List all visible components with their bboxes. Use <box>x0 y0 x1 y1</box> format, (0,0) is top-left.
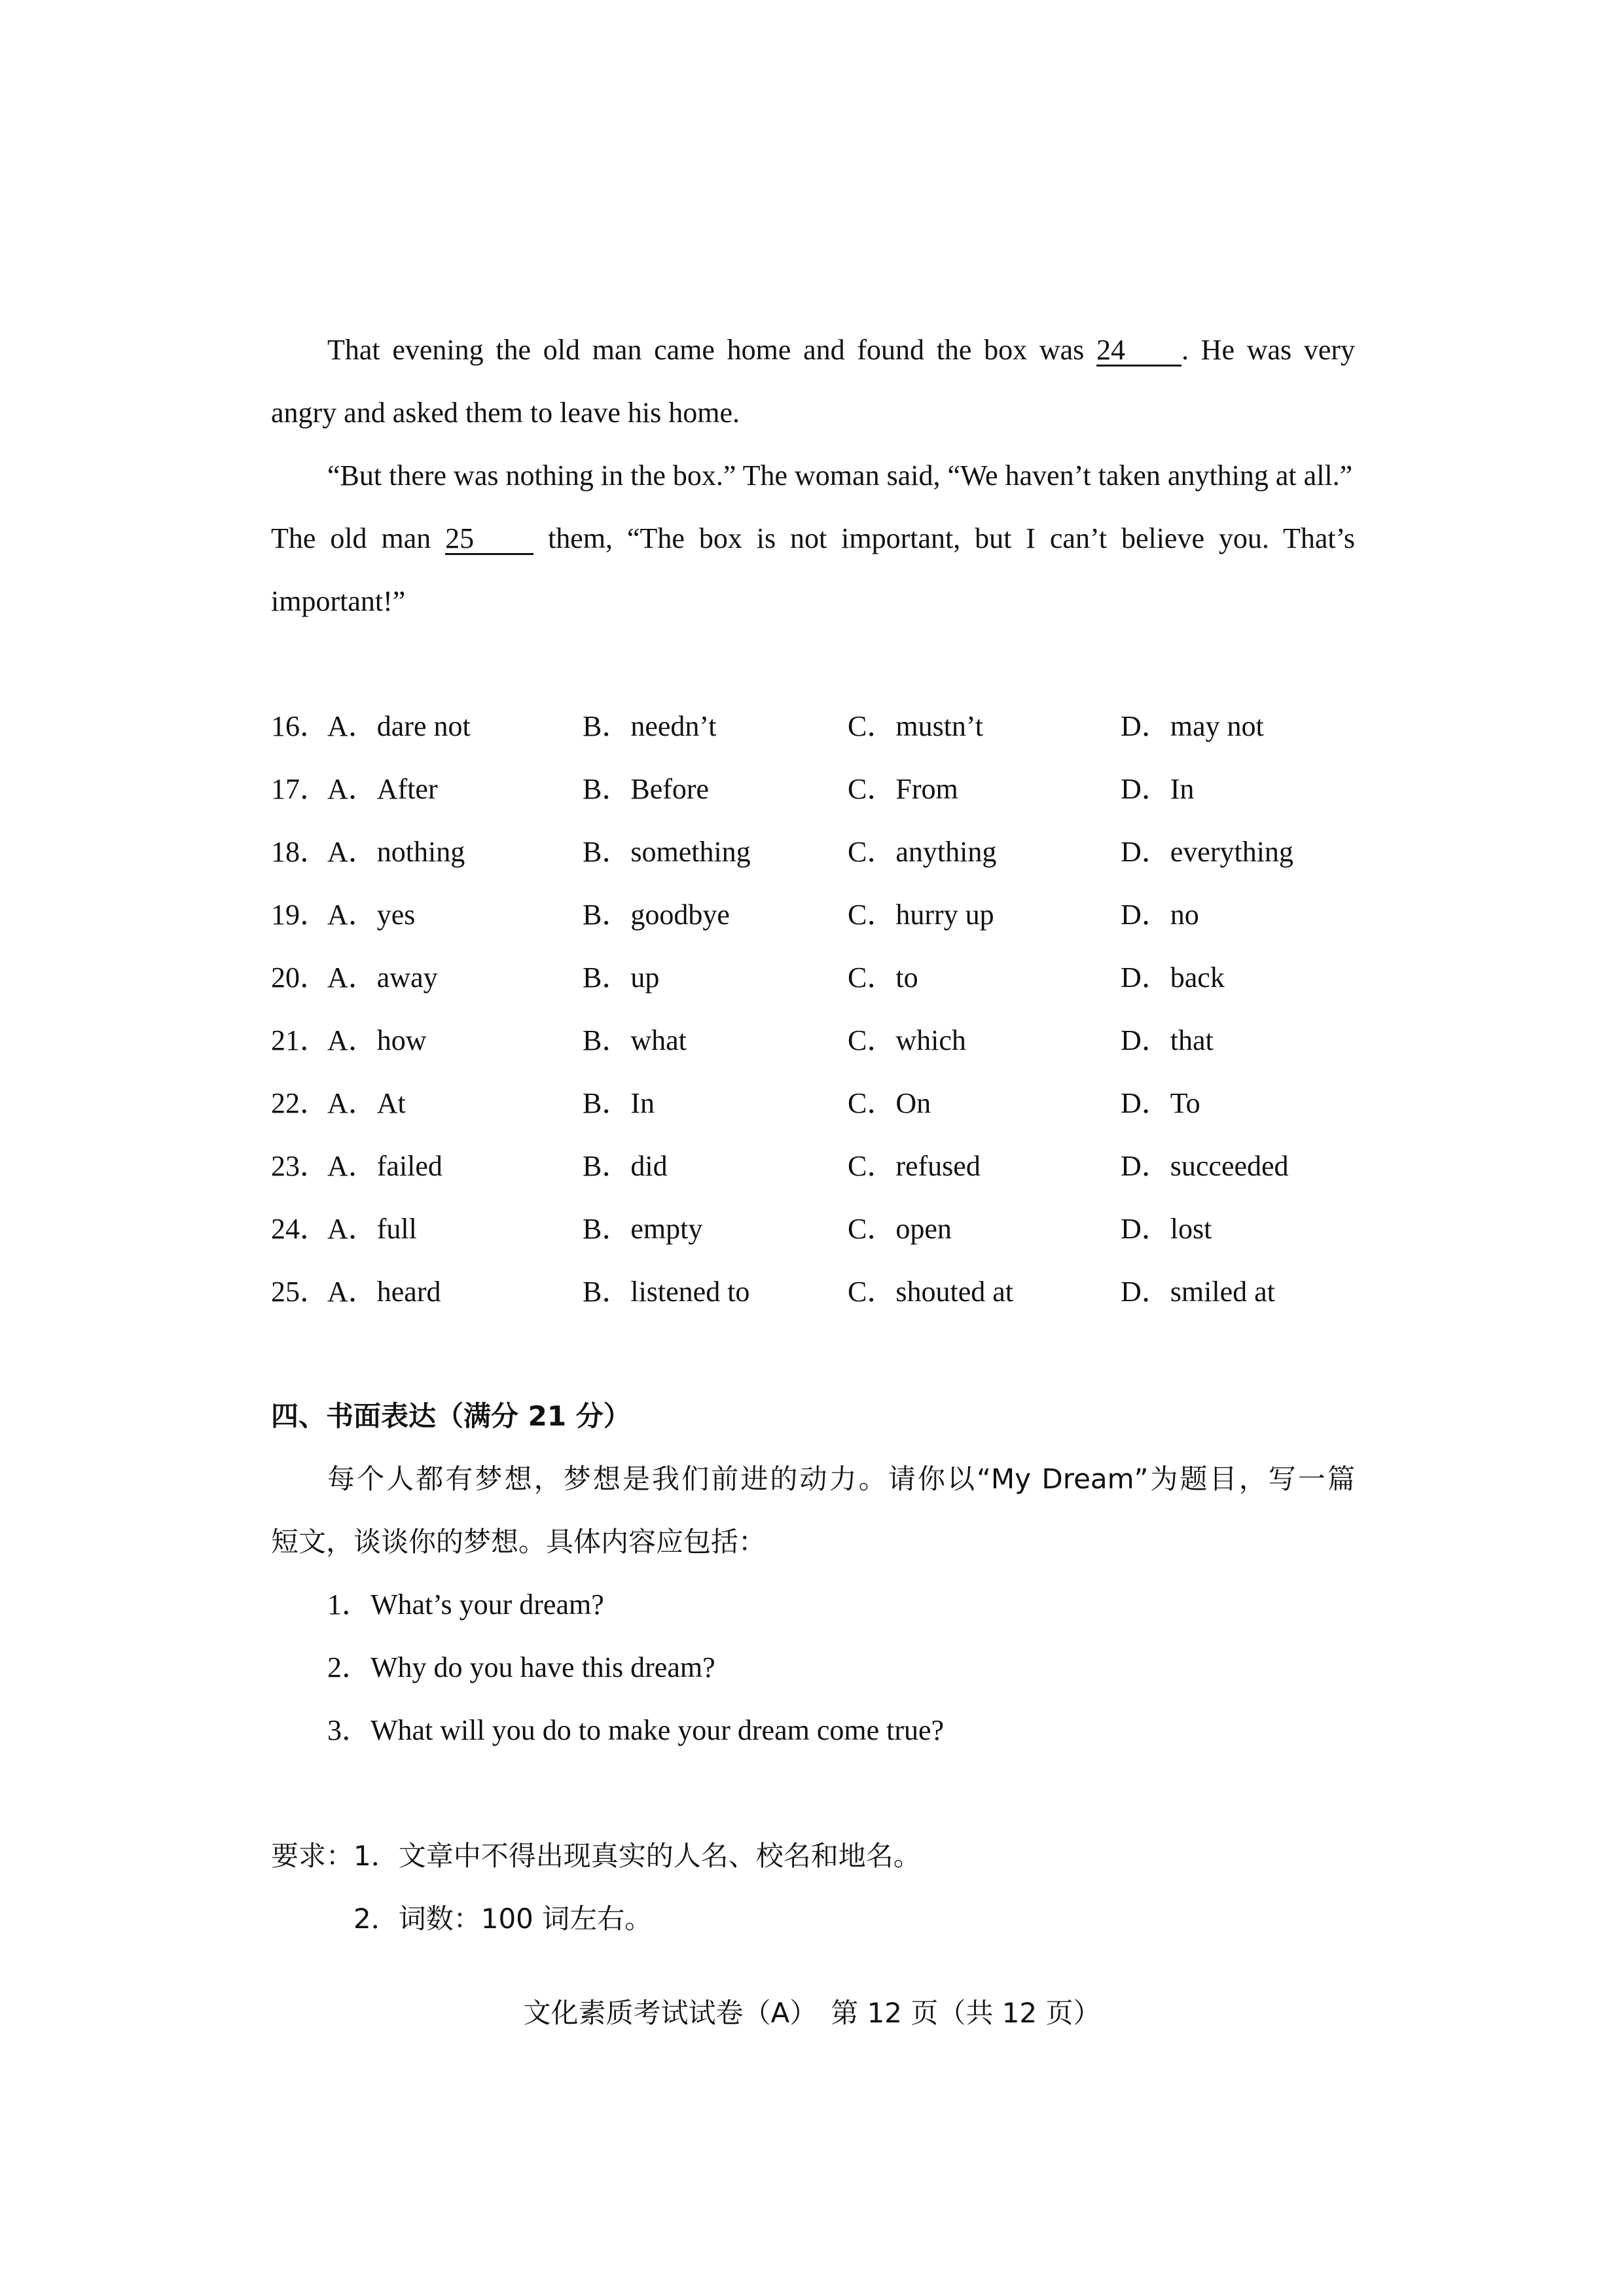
passage-line-2: angry and asked them to leave his home. <box>271 397 740 429</box>
passage-line-5: important!” <box>271 585 406 617</box>
passage-line-1 <box>327 333 1355 367</box>
blank-number: 25 <box>445 522 475 554</box>
page-footer: 文化素质考试试卷（A） 第 12 页（共 12 页） <box>523 1997 1101 2029</box>
passage-line-4 <box>271 522 1355 556</box>
option-b: B．empty <box>583 1213 703 1245</box>
option-d: D．succeeded <box>1121 1150 1289 1182</box>
passage-text: That evening the old man came home and found the box was <box>327 334 1085 366</box>
writing-point-2: 2．Why do you have this dream? <box>327 1651 715 1683</box>
option-b: B．listened to <box>583 1276 750 1308</box>
option-a: A．away <box>327 961 438 994</box>
option-d: D．lost <box>1121 1213 1212 1245</box>
writing-intro-line-2: 短文，谈谈你的梦想。具体内容应包括： <box>271 1526 767 1558</box>
answer-blank-24 <box>1096 336 1182 367</box>
option-b: B．did <box>583 1150 668 1182</box>
question-number: 19． <box>271 899 329 931</box>
option-c: C．to <box>848 961 918 994</box>
section-heading: 四、书面表达（满分 21 分） <box>271 1400 631 1432</box>
option-d: D．smiled at <box>1121 1276 1275 1308</box>
option-b: B．goodbye <box>583 899 730 931</box>
option-a: A．nothing <box>327 836 465 868</box>
option-d: D．back <box>1121 961 1225 994</box>
passage-text: them, “The box is not important, but I can’t believe you. That’s <box>548 522 1356 554</box>
option-b: B．something <box>583 836 751 868</box>
question-number: 21． <box>271 1024 329 1056</box>
question-number: 23． <box>271 1150 329 1182</box>
option-d: D．To <box>1121 1087 1200 1119</box>
answer-blank-25 <box>445 524 533 555</box>
option-b: B．up <box>583 961 660 994</box>
passage-line-3: “But there was nothing in the box.” The woman said, “We haven’t taken anything at all.” <box>327 459 1353 492</box>
question-number: 24． <box>271 1213 329 1245</box>
option-a: A．failed <box>327 1150 442 1182</box>
option-a: A．After <box>327 773 438 805</box>
requirement-2: 2．词数：100 词左右。 <box>353 1903 653 1935</box>
requirement-1: 1．文章中不得出现真实的人名、校名和地名。 <box>353 1840 921 1872</box>
option-c: C．which <box>848 1024 966 1056</box>
option-a: A．At <box>327 1087 406 1119</box>
option-a: A．yes <box>327 899 416 931</box>
option-d: D．that <box>1121 1024 1214 1056</box>
option-a: A．heard <box>327 1276 441 1308</box>
question-number: 22． <box>271 1087 329 1119</box>
option-d: D．everything <box>1121 836 1293 868</box>
option-b: B．In <box>583 1087 655 1119</box>
option-b: B．needn’t <box>583 710 717 742</box>
option-c: C．mustn’t <box>848 710 984 742</box>
option-c: C．anything <box>848 836 997 868</box>
requirements-label: 要求： <box>271 1840 354 1872</box>
writing-point-3: 3．What will you do to make your dream come true? <box>327 1714 945 1746</box>
question-number: 18． <box>271 836 329 868</box>
passage-text: The old man <box>271 522 431 554</box>
writing-point-1: 1．What’s your dream? <box>327 1588 604 1621</box>
question-number: 16． <box>271 710 329 742</box>
option-a: A．dare not <box>327 710 471 742</box>
option-b: B．what <box>583 1024 687 1056</box>
question-number: 17． <box>271 773 329 805</box>
option-d: D．In <box>1121 773 1195 805</box>
blank-number: 24 <box>1096 334 1125 366</box>
option-c: C．On <box>848 1087 931 1119</box>
option-c: C．hurry up <box>848 899 994 931</box>
question-number: 25． <box>271 1276 329 1308</box>
option-c: C．From <box>848 773 958 805</box>
option-c: C．shouted at <box>848 1276 1013 1308</box>
writing-intro-line-1: 每个人都有梦想，梦想是我们前进的动力。请你以“My Dream”为题目，写一篇 <box>327 1463 1355 1495</box>
option-d: D．may not <box>1121 710 1264 742</box>
option-c: C．open <box>848 1213 952 1245</box>
option-a: A．how <box>327 1024 427 1056</box>
passage-text: . He was very <box>1181 334 1355 366</box>
question-number: 20． <box>271 961 329 994</box>
option-c: C．refused <box>848 1150 981 1182</box>
option-d: D．no <box>1121 899 1199 931</box>
option-b: B．Before <box>583 773 710 805</box>
option-a: A．full <box>327 1213 417 1245</box>
